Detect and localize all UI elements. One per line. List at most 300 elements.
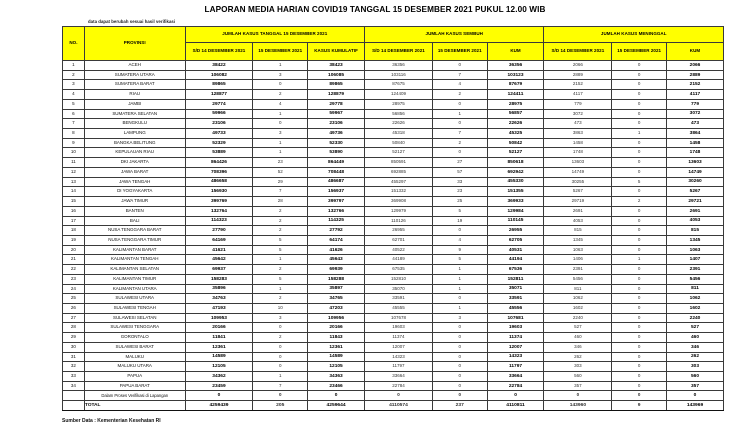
cell-sembuh-sd: 26955 bbox=[365, 226, 433, 236]
table-row bbox=[63, 138, 724, 148]
cell-sembuh-sd: 110126 bbox=[365, 216, 433, 226]
cell-sembuh-sd: 22626 bbox=[365, 119, 433, 129]
cell-provinsi: DI YOGYAKARTA bbox=[84, 187, 185, 197]
cell-sembuh-tanggal: 2 bbox=[432, 138, 487, 148]
cell-kasus-kumulatif: 14589 bbox=[308, 352, 365, 362]
cell-meninggal-tanggal: 0 bbox=[612, 313, 667, 323]
cell-provinsi: KALIMANTAN BARAT bbox=[84, 245, 185, 255]
cell-sembuh-tanggal: 0 bbox=[432, 362, 487, 372]
cell-provinsi: PAPUA bbox=[84, 372, 185, 382]
cell-no: 12 bbox=[63, 167, 85, 177]
cell-meninggal-kum: 1748 bbox=[667, 148, 724, 158]
cell-meninggal-kum: 14749 bbox=[667, 167, 724, 177]
cell-kasus-kumulatif: 20166 bbox=[308, 323, 365, 333]
cell-meninggal-tanggal: 0 bbox=[612, 372, 667, 382]
cell-kasus-tanggal: 2 bbox=[253, 265, 308, 275]
cell-kasus-sd: 23459 bbox=[185, 381, 253, 391]
table-row bbox=[63, 61, 724, 71]
cell-meninggal-tanggal: 9 bbox=[612, 401, 667, 411]
cell-no: 29 bbox=[63, 333, 85, 343]
cell-meninggal-kum: 2152 bbox=[667, 80, 724, 90]
column-header-sembuh-sd: S/D 14 DESEMBER 2021 bbox=[365, 43, 433, 61]
cell-sembuh-kum: 110145 bbox=[487, 216, 544, 226]
cell-meninggal-tanggal: 0 bbox=[612, 381, 667, 391]
cell-provinsi: SUMATERA UTARA bbox=[84, 70, 185, 80]
cell-sembuh-kum: 33591 bbox=[487, 294, 544, 304]
table-row bbox=[63, 226, 724, 236]
cell-sembuh-kum: 12007 bbox=[487, 342, 544, 352]
column-header-kasus-tanggal: 15 DESEMBER 2021 bbox=[253, 43, 308, 61]
cell-kasus-kumulatif: 34765 bbox=[308, 294, 365, 304]
cell-provinsi: KALIMANTAN UTARA bbox=[84, 284, 185, 294]
cell-provinsi: PAPUA BARAT bbox=[84, 381, 185, 391]
cell-sembuh-tanggal: 1 bbox=[432, 274, 487, 284]
cell-kasus-sd: 11841 bbox=[185, 333, 253, 343]
cell-kasus-sd: 114323 bbox=[185, 216, 253, 226]
cell-kasus-kumulatif: 4259644 bbox=[308, 401, 365, 411]
cell-kasus-tanggal: 29 bbox=[253, 177, 308, 187]
cell-sembuh-tanggal: 0 bbox=[432, 391, 487, 401]
cell-meninggal-sd: 303 bbox=[544, 362, 612, 372]
cell-kasus-tanggal: 7 bbox=[253, 187, 308, 197]
cell-sembuh-tanggal: 1 bbox=[432, 284, 487, 294]
cell-sembuh-tanggal: 0 bbox=[432, 148, 487, 158]
cell-provinsi: JAWA BARAT bbox=[84, 167, 185, 177]
cell-sembuh-sd: 22784 bbox=[365, 381, 433, 391]
cell-meninggal-kum: 5456 bbox=[667, 274, 724, 284]
cell-sembuh-tanggal: 0 bbox=[432, 323, 487, 333]
cell-sembuh-sd: 151332 bbox=[365, 187, 433, 197]
table-row bbox=[63, 235, 724, 245]
table-row bbox=[63, 265, 724, 275]
cell-sembuh-kum: 19603 bbox=[487, 323, 544, 333]
cell-sembuh-sd: 19603 bbox=[365, 323, 433, 333]
cell-meninggal-kum: 1062 bbox=[667, 294, 724, 304]
cell-provinsi: KALIMANTAN SELATAN bbox=[84, 265, 185, 275]
cell-kasus-sd: 158283 bbox=[185, 274, 253, 284]
table-row bbox=[63, 206, 724, 216]
cell-kasus-tanggal: 28 bbox=[253, 197, 308, 207]
cell-kasus-tanggal: 23 bbox=[253, 158, 308, 168]
cell-sembuh-tanggal: 23 bbox=[432, 187, 487, 197]
cell-provinsi: BANGKA BELITUNG bbox=[84, 138, 185, 148]
cell-kasus-sd: 35896 bbox=[185, 284, 253, 294]
table-row bbox=[63, 313, 724, 323]
table-row bbox=[63, 342, 724, 352]
cell-meninggal-sd: 473 bbox=[544, 119, 612, 129]
cell-kasus-sd: 12105 bbox=[185, 362, 253, 372]
cell-sembuh-kum: 62705 bbox=[487, 235, 544, 245]
cell-no: 21 bbox=[63, 255, 85, 265]
cell-sembuh-kum: 850618 bbox=[487, 158, 544, 168]
cell-no: 6 bbox=[63, 109, 85, 119]
cell-meninggal-kum: 3072 bbox=[667, 109, 724, 119]
cell-meninggal-sd: 560 bbox=[544, 372, 612, 382]
table-row bbox=[63, 381, 724, 391]
cell-meninggal-tanggal: 0 bbox=[612, 226, 667, 236]
cell-kasus-kumulatif: 41626 bbox=[308, 245, 365, 255]
cell-sembuh-tanggal: 0 bbox=[432, 61, 487, 71]
cell-sembuh-kum: 103123 bbox=[487, 70, 544, 80]
page-title: LAPORAN MEDIA HARIAN COVID19 TANGGAL 15 DESEMBER 2021 PUKUL 12.00 WIB bbox=[204, 5, 546, 14]
cell-kasus-sd: 89865 bbox=[185, 80, 253, 90]
cell-sembuh-sd: 33591 bbox=[365, 294, 433, 304]
cell-sembuh-tanggal: 3 bbox=[432, 313, 487, 323]
cell-kasus-tanggal: 0 bbox=[253, 80, 308, 90]
cell-sembuh-kum: 22626 bbox=[487, 119, 544, 129]
cell-meninggal-kum: 143969 bbox=[667, 401, 724, 411]
cell-no: 24 bbox=[63, 284, 85, 294]
cell-no: 32 bbox=[63, 362, 85, 372]
cell-no: 17 bbox=[63, 216, 85, 226]
cell-kasus-tanggal: 0 bbox=[253, 391, 308, 401]
cell-kasus-sd: 486658 bbox=[185, 177, 253, 187]
cell-sembuh-tanggal: 2 bbox=[432, 90, 487, 100]
cell-kasus-kumulatif: 35897 bbox=[308, 284, 365, 294]
cell-no: 4 bbox=[63, 90, 85, 100]
cell-sembuh-kum: 26955 bbox=[487, 226, 544, 236]
cell-sembuh-sd: 45555 bbox=[365, 303, 433, 313]
cell-sembuh-kum: 4110811 bbox=[487, 401, 544, 411]
table-row bbox=[63, 372, 724, 382]
cell-kasus-sd: 27790 bbox=[185, 226, 253, 236]
cell-meninggal-tanggal: 0 bbox=[612, 235, 667, 245]
cell-provinsi: JAWA TENGAH bbox=[84, 177, 185, 187]
cell-no: 11 bbox=[63, 158, 85, 168]
column-header-meninggal-tanggal: 15 DESEMBER 2021 bbox=[612, 43, 667, 61]
cell-provinsi: NUSA TENGGARA BARAT bbox=[84, 226, 185, 236]
cell-provinsi: SUMATERA SELATAN bbox=[84, 109, 185, 119]
cell-sembuh-kum: 45556 bbox=[487, 303, 544, 313]
table-row bbox=[63, 80, 724, 90]
cell-provinsi: JAMBI bbox=[84, 99, 185, 109]
cell-kasus-tanggal: 1 bbox=[253, 148, 308, 158]
cell-meninggal-tanggal: 0 bbox=[612, 216, 667, 226]
cell-provinsi: SULAWESI TENGGARA bbox=[84, 323, 185, 333]
cell-no bbox=[63, 401, 85, 411]
cell-no: 7 bbox=[63, 119, 85, 129]
cell-provinsi: SUMATERA BARAT bbox=[84, 80, 185, 90]
cell-kasus-kumulatif: 59967 bbox=[308, 109, 365, 119]
cell-meninggal-tanggal: 0 bbox=[612, 119, 667, 129]
table-header bbox=[63, 27, 724, 61]
cell-kasus-tanggal: 0 bbox=[253, 119, 308, 129]
cell-kasus-kumulatif: 38423 bbox=[308, 61, 365, 71]
table-row bbox=[63, 333, 724, 343]
cell-kasus-kumulatif: 128879 bbox=[308, 90, 365, 100]
cell-sembuh-tanggal: 0 bbox=[432, 226, 487, 236]
cell-meninggal-sd: 4053 bbox=[544, 216, 612, 226]
cell-meninggal-kum: 357 bbox=[667, 381, 724, 391]
cell-sembuh-kum: 44194 bbox=[487, 255, 544, 265]
cell-sembuh-sd: 28975 bbox=[365, 99, 433, 109]
cell-no: 27 bbox=[63, 313, 85, 323]
cell-meninggal-tanggal: 0 bbox=[612, 148, 667, 158]
cell-sembuh-kum: 50842 bbox=[487, 138, 544, 148]
cell-kasus-sd: 38422 bbox=[185, 61, 253, 71]
cell-meninggal-sd: 1602 bbox=[544, 303, 612, 313]
cell-meninggal-sd: 357 bbox=[544, 381, 612, 391]
cell-sembuh-sd: 455297 bbox=[365, 177, 433, 187]
table-row bbox=[63, 99, 724, 109]
table-row bbox=[63, 187, 724, 197]
cell-provinsi: NUSA TENGGARA TIMUR bbox=[84, 235, 185, 245]
cell-kasus-sd: 34763 bbox=[185, 294, 253, 304]
cell-kasus-tanggal: 2 bbox=[253, 216, 308, 226]
cell-meninggal-sd: 3072 bbox=[544, 109, 612, 119]
cell-sembuh-kum: 87679 bbox=[487, 80, 544, 90]
cell-kasus-sd: 128877 bbox=[185, 90, 253, 100]
cell-sembuh-kum: 152811 bbox=[487, 274, 544, 284]
cell-sembuh-kum: 151355 bbox=[487, 187, 544, 197]
cell-kasus-tanggal: 1 bbox=[253, 255, 308, 265]
cell-meninggal-sd: 779 bbox=[544, 99, 612, 109]
cell-provinsi: DKI JAKARTA bbox=[84, 158, 185, 168]
cell-kasus-tanggal: 205 bbox=[253, 401, 308, 411]
table-row bbox=[63, 352, 724, 362]
cell-sembuh-kum: 45325 bbox=[487, 129, 544, 139]
cell-meninggal-tanggal: 2 bbox=[612, 197, 667, 207]
cell-meninggal-sd: 13603 bbox=[544, 158, 612, 168]
cell-kasus-sd: 34362 bbox=[185, 372, 253, 382]
cell-meninggal-tanggal: 0 bbox=[612, 80, 667, 90]
column-group-meninggal: JUMLAH KASUS MENINGGAL bbox=[544, 27, 724, 43]
cell-no: 26 bbox=[63, 303, 85, 313]
cell-kasus-tanggal: 5 bbox=[253, 235, 308, 245]
table-row bbox=[63, 323, 724, 333]
table-row bbox=[63, 245, 724, 255]
table-row bbox=[63, 197, 724, 207]
cell-meninggal-sd: 30255 bbox=[544, 177, 612, 187]
cell-sembuh-tanggal: 237 bbox=[432, 401, 487, 411]
cell-meninggal-sd: 811 bbox=[544, 284, 612, 294]
column-group-kasus: JUMLAH KASUS TANGGAL 15 DESEMBER 2021 bbox=[185, 27, 364, 43]
cell-kasus-sd: 49733 bbox=[185, 129, 253, 139]
table-row bbox=[63, 148, 724, 158]
column-header-no: NO. bbox=[63, 27, 85, 61]
cell-meninggal-kum: 29721 bbox=[667, 197, 724, 207]
cell-sembuh-tanggal: 57 bbox=[432, 167, 487, 177]
cell-meninggal-tanggal: 0 bbox=[612, 70, 667, 80]
cell-kasus-tanggal: 1 bbox=[253, 284, 308, 294]
cell-meninggal-sd: 2152 bbox=[544, 80, 612, 90]
cell-kasus-kumulatif: 27792 bbox=[308, 226, 365, 236]
cell-meninggal-sd: 2066 bbox=[544, 61, 612, 71]
column-group-sembuh: JUMLAH KASUS SEMBUH bbox=[365, 27, 544, 43]
cell-sembuh-sd: 52127 bbox=[365, 148, 433, 158]
cell-meninggal-sd: 0 bbox=[544, 391, 612, 401]
cell-no: 10 bbox=[63, 148, 85, 158]
cell-no: 31 bbox=[63, 352, 85, 362]
column-header-meninggal-sd: S/D 14 DESEMBER 2021 bbox=[544, 43, 612, 61]
cell-kasus-sd: 109953 bbox=[185, 313, 253, 323]
cell-meninggal-kum: 460 bbox=[667, 333, 724, 343]
cell-meninggal-kum: 527 bbox=[667, 323, 724, 333]
cell-sembuh-tanggal: 1 bbox=[432, 109, 487, 119]
cell-meninggal-kum: 4117 bbox=[667, 90, 724, 100]
cell-no: 14 bbox=[63, 187, 85, 197]
cell-no: 3 bbox=[63, 80, 85, 90]
cell-kasus-tanggal: 1 bbox=[253, 372, 308, 382]
cell-meninggal-sd: 29719 bbox=[544, 197, 612, 207]
cell-meninggal-sd: 1458 bbox=[544, 138, 612, 148]
cell-meninggal-tanggal: 0 bbox=[612, 391, 667, 401]
cell-provinsi: MALUKU bbox=[84, 352, 185, 362]
cell-provinsi: JAWA TIMUR bbox=[84, 197, 185, 207]
cell-kasus-tanggal: 0 bbox=[253, 362, 308, 372]
cell-sembuh-sd: 152810 bbox=[365, 274, 433, 284]
cell-sembuh-sd: 103116 bbox=[365, 70, 433, 80]
cell-kasus-kumulatif: 132766 bbox=[308, 206, 365, 216]
cell-sembuh-sd: 56856 bbox=[365, 109, 433, 119]
cell-sembuh-kum: 22784 bbox=[487, 381, 544, 391]
cell-no: 9 bbox=[63, 138, 85, 148]
cell-kasus-kumulatif: 89865 bbox=[308, 80, 365, 90]
table-row bbox=[63, 255, 724, 265]
cell-meninggal-sd: 2240 bbox=[544, 313, 612, 323]
cell-kasus-tanggal: 0 bbox=[253, 352, 308, 362]
cell-meninggal-tanggal: 0 bbox=[612, 303, 667, 313]
table-row bbox=[63, 109, 724, 119]
cell-provinsi: BANTEN bbox=[84, 206, 185, 216]
cell-meninggal-tanggal: 0 bbox=[612, 342, 667, 352]
cell-sembuh-tanggal: 0 bbox=[432, 333, 487, 343]
cell-meninggal-kum: 2691 bbox=[667, 206, 724, 216]
cell-provinsi: Dalam Proses Verifikasi di Lapangan bbox=[84, 391, 185, 401]
cell-no: 28 bbox=[63, 323, 85, 333]
cell-sembuh-kum: 11797 bbox=[487, 362, 544, 372]
cell-kasus-sd: 0 bbox=[185, 391, 253, 401]
cell-provinsi: MALUKU UTARA bbox=[84, 362, 185, 372]
cell-kasus-tanggal: 10 bbox=[253, 303, 308, 313]
cell-sembuh-sd: 124409 bbox=[365, 90, 433, 100]
cell-provinsi: SULAWESI UTARA bbox=[84, 294, 185, 304]
cell-meninggal-tanggal: 0 bbox=[612, 245, 667, 255]
cell-meninggal-sd: 460 bbox=[544, 333, 612, 343]
cell-no bbox=[63, 391, 85, 401]
cell-kasus-kumulatif: 106085 bbox=[308, 70, 365, 80]
cell-meninggal-sd: 4117 bbox=[544, 90, 612, 100]
cell-sembuh-kum: 455330 bbox=[487, 177, 544, 187]
cell-sembuh-sd: 107678 bbox=[365, 313, 433, 323]
cell-kasus-kumulatif: 109956 bbox=[308, 313, 365, 323]
cell-sembuh-sd: 45318 bbox=[365, 129, 433, 139]
table-row bbox=[63, 216, 724, 226]
cell-kasus-kumulatif: 69939 bbox=[308, 265, 365, 275]
table-row bbox=[63, 158, 724, 168]
cell-meninggal-tanggal: 0 bbox=[612, 61, 667, 71]
cell-meninggal-sd: 2391 bbox=[544, 265, 612, 275]
cell-meninggal-tanggal: 1 bbox=[612, 255, 667, 265]
cell-kasus-kumulatif: 864449 bbox=[308, 158, 365, 168]
cell-meninggal-tanggal: 0 bbox=[612, 138, 667, 148]
cell-sembuh-kum: 124411 bbox=[487, 90, 544, 100]
cell-sembuh-sd: 692885 bbox=[365, 167, 433, 177]
cell-provinsi: RIAU bbox=[84, 90, 185, 100]
cell-meninggal-sd: 527 bbox=[544, 323, 612, 333]
cell-sembuh-kum: 33664 bbox=[487, 372, 544, 382]
cell-sembuh-sd: 14323 bbox=[365, 352, 433, 362]
cell-sembuh-tanggal: 0 bbox=[432, 381, 487, 391]
cell-sembuh-kum: 11374 bbox=[487, 333, 544, 343]
cell-no: 23 bbox=[63, 274, 85, 284]
cell-sembuh-tanggal: 4 bbox=[432, 235, 487, 245]
cell-meninggal-tanggal: 0 bbox=[612, 274, 667, 284]
cell-kasus-sd: 132764 bbox=[185, 206, 253, 216]
cell-sembuh-sd: 129979 bbox=[365, 206, 433, 216]
column-header-provinsi: PROVINSI bbox=[84, 27, 185, 61]
covid-data-table bbox=[62, 26, 724, 411]
cell-provinsi: SULAWESI BARAT bbox=[84, 342, 185, 352]
cell-kasus-sd: 29774 bbox=[185, 99, 253, 109]
cell-meninggal-tanggal: 0 bbox=[612, 362, 667, 372]
cell-provinsi: TOTAL bbox=[84, 401, 185, 411]
cell-meninggal-sd: 815 bbox=[544, 226, 612, 236]
cell-kasus-kumulatif: 53890 bbox=[308, 148, 365, 158]
cell-meninggal-kum: 2066 bbox=[667, 61, 724, 71]
cell-sembuh-tanggal: 5 bbox=[432, 206, 487, 216]
cell-sembuh-sd: 40522 bbox=[365, 245, 433, 255]
cell-provinsi: SULAWESI TENGAH bbox=[84, 303, 185, 313]
cell-sembuh-sd: 369908 bbox=[365, 197, 433, 207]
cell-meninggal-kum: 1345 bbox=[667, 235, 724, 245]
cell-meninggal-tanggal: 0 bbox=[612, 265, 667, 275]
cell-kasus-tanggal: 7 bbox=[253, 381, 308, 391]
cell-kasus-tanggal: 1 bbox=[253, 138, 308, 148]
cell-meninggal-kum: 2391 bbox=[667, 265, 724, 275]
cell-provinsi: ACEH bbox=[84, 61, 185, 71]
cell-kasus-kumulatif: 156937 bbox=[308, 187, 365, 197]
cell-meninggal-kum: 1458 bbox=[667, 138, 724, 148]
cell-sembuh-tanggal: 27 bbox=[432, 158, 487, 168]
cell-sembuh-tanggal: 0 bbox=[432, 99, 487, 109]
cell-no: 20 bbox=[63, 245, 85, 255]
cell-meninggal-tanggal: 0 bbox=[612, 158, 667, 168]
cell-sembuh-sd: 35070 bbox=[365, 284, 433, 294]
cell-meninggal-sd: 346 bbox=[544, 342, 612, 352]
cell-meninggal-kum: 346 bbox=[667, 342, 724, 352]
cell-sembuh-tanggal: 7 bbox=[432, 129, 487, 139]
cell-kasus-sd: 52329 bbox=[185, 138, 253, 148]
cell-sembuh-tanggal: 0 bbox=[432, 342, 487, 352]
cell-kasus-tanggal: 1 bbox=[253, 61, 308, 71]
cell-sembuh-sd: 4110574 bbox=[365, 401, 433, 411]
cell-meninggal-kum: 303 bbox=[667, 362, 724, 372]
cell-kasus-kumulatif: 23466 bbox=[308, 381, 365, 391]
cell-kasus-sd: 4259439 bbox=[185, 401, 253, 411]
cell-sembuh-tanggal: 9 bbox=[432, 245, 487, 255]
cell-meninggal-tanggal: 0 bbox=[612, 90, 667, 100]
cell-kasus-sd: 47193 bbox=[185, 303, 253, 313]
cell-kasus-kumulatif: 23106 bbox=[308, 119, 365, 129]
cell-kasus-kumulatif: 11843 bbox=[308, 333, 365, 343]
cell-meninggal-tanggal: 0 bbox=[612, 294, 667, 304]
cell-meninggal-tanggal: 0 bbox=[612, 109, 667, 119]
cell-meninggal-kum: 560 bbox=[667, 372, 724, 382]
cell-no: 33 bbox=[63, 372, 85, 382]
cell-kasus-kumulatif: 486687 bbox=[308, 177, 365, 187]
cell-kasus-tanggal: 2 bbox=[253, 226, 308, 236]
cell-no: 13 bbox=[63, 177, 85, 187]
cell-no: 30 bbox=[63, 342, 85, 352]
cell-sembuh-tanggal: 33 bbox=[432, 177, 487, 187]
cell-kasus-sd: 14589 bbox=[185, 352, 253, 362]
cell-kasus-kumulatif: 708448 bbox=[308, 167, 365, 177]
cell-sembuh-sd: 50840 bbox=[365, 138, 433, 148]
cell-kasus-tanggal: 5 bbox=[253, 274, 308, 284]
cell-kasus-sd: 64169 bbox=[185, 235, 253, 245]
cell-meninggal-sd: 1406 bbox=[544, 255, 612, 265]
